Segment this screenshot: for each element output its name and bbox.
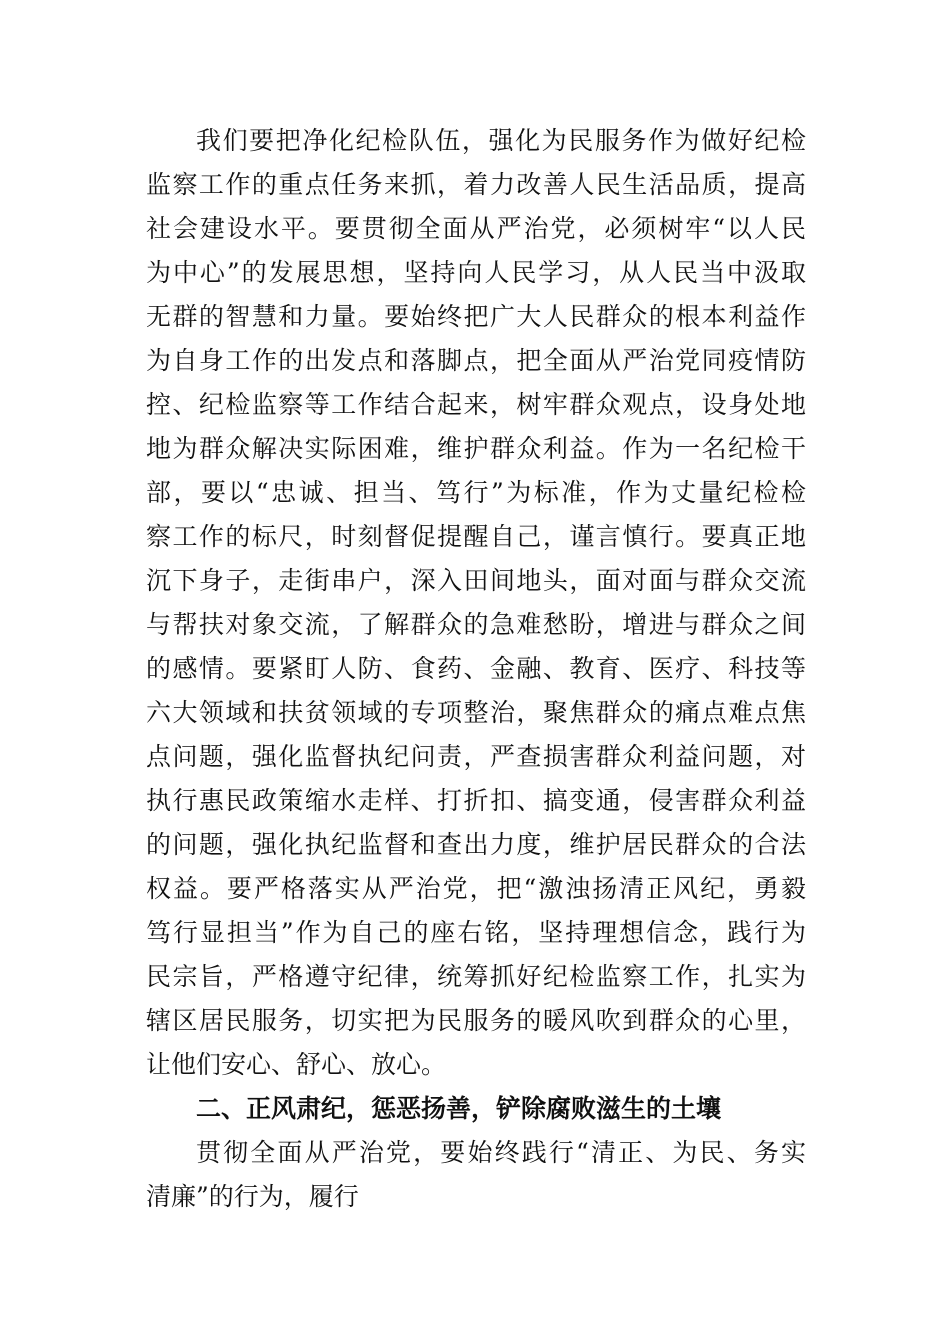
paragraph-line: 笃行显担当”作为自己的座右铭，坚持理想信念，践行为 (146, 918, 806, 947)
paragraph-line: 为中心”的发展思想，坚持向人民学习，从人民当中汲取 (146, 258, 806, 287)
paragraph-line: 清廉”的行为，履行 (146, 1182, 359, 1211)
paragraph-line: 让他们安心、舒心、放心。 (146, 1050, 447, 1079)
paragraph-line: 沉下身子，走街串户，深入田间地头，面对面与群众交流 (146, 566, 806, 595)
paragraph-line: 无群的智慧和力量。要始终把广大人民群众的根本利益作 (146, 302, 806, 331)
paragraph-line: 与帮扶对象交流，了解群众的急难愁盼，增进与群众之间 (146, 610, 806, 639)
paragraph-line: 辖区居民服务，切实把为民服务的暖风吹到群众的心里， (146, 1006, 806, 1035)
section-heading: 二、正风肃纪，惩恶扬善，铲除腐败滋生的土壤 (196, 1094, 722, 1123)
paragraph-line: 权益。要严格落实从严治党，把“激浊扬清正风纪，勇毅 (146, 874, 806, 903)
paragraph-line: 六大领域和扶贫领域的专项整治，聚焦群众的痛点难点焦 (146, 698, 806, 727)
paragraph-line: 部，要以“忠诚、担当、笃行”为标准，作为丈量纪检检 (146, 478, 806, 507)
paragraph-line: 监察工作的重点任务来抓，着力改善人民生活品质，提高 (146, 170, 806, 199)
paragraph-line: 执行惠民政策缩水走样、打折扣、搞变通，侵害群众利益 (146, 786, 806, 815)
paragraph-line: 社会建设水平。要贯彻全面从严治党，必须树牢“以人民 (146, 214, 806, 243)
paragraph-line: 点问题，强化监督执纪问责，严查损害群众利益问题，对 (146, 742, 806, 771)
paragraph-line: 我们要把净化纪检队伍，强化为民服务作为做好纪检 (196, 126, 806, 155)
paragraph-line: 的感情。要紧盯人防、食药、金融、教育、医疗、科技等 (146, 654, 806, 683)
paragraph-line: 民宗旨，严格遵守纪律，统筹抓好纪检监察工作，扎实为 (146, 962, 806, 991)
paragraph-line: 控、纪检监察等工作结合起来，树牢群众观点，设身处地 (146, 390, 806, 419)
paragraph-line: 察工作的标尺，时刻督促提醒自己，谨言慎行。要真正地 (146, 522, 806, 551)
paragraph-line: 为自身工作的出发点和落脚点，把全面从严治党同疫情防 (146, 346, 806, 375)
paragraph-line: 的问题，强化执纪监督和查出力度，维护居民群众的合法 (146, 830, 806, 859)
paragraph-line: 贯彻全面从严治党，要始终践行“清正、为民、务实 (196, 1138, 806, 1167)
paragraph-line: 地为群众解决实际困难，维护群众利益。作为一名纪检干 (146, 434, 806, 463)
